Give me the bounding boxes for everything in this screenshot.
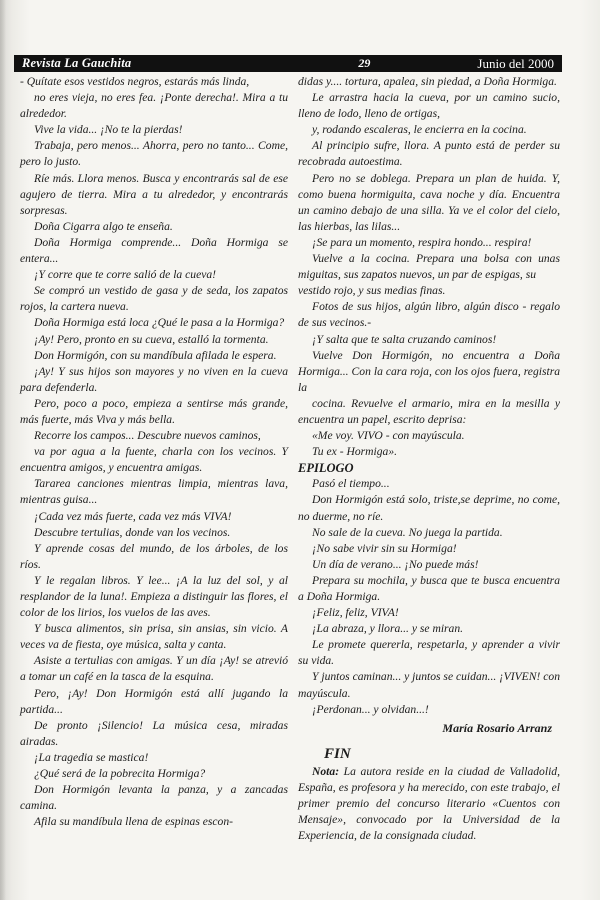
paragraph: no eres vieja, no eres fea. ¡Ponte derecha!. Mira a tu alrededor.	[20, 91, 288, 121]
issue-date: Junio del 2000	[477, 55, 554, 71]
paragraph: Asiste a tertulias con amigas. Y un día ¡Ay! se atrevió a tomar un café en la tasca de la esquina.	[20, 654, 288, 684]
paragraph: Vuelve a la cocina. Prepara una bolsa con unas miguitas, sus zapatos nuevos, un par de espigas, su	[298, 252, 560, 282]
paragraph: Doña Hormiga está loca ¿Qué le pasa a la Hormiga?	[34, 316, 285, 330]
paragraph: ¿Qué será de la pobrecita Hormiga?	[34, 767, 206, 781]
paragraph: Un día de verano... ¡No puede más!	[312, 557, 479, 571]
paragraph: y, rodando escaleras, le encierra en la cocina.	[312, 123, 527, 137]
page-fold-shadow	[0, 0, 6, 900]
paragraph: Y busca alimentos, sin prisa, sin ansias, sin vicio. A veces va de fiesta, oye música, salta y canta.	[20, 622, 288, 652]
paragraph: Al principio sufre, llora. A punto está de perder su recobrada autoestima.	[298, 139, 560, 169]
page-number: 29	[358, 56, 371, 70]
paragraph: didas y.... tortura, apalea, sin piedad, a Doña Hormiga.	[298, 75, 557, 88]
paragraph: Pero, poco a poco, empieza a sentirse más grande, más fuerte, más Viva y más bella.	[20, 396, 288, 426]
paragraph: Le promete quererla, respetarla, y aprender a vivir su vida.	[298, 638, 560, 668]
paragraph: Vive la vida... ¡No te la pierdas!	[34, 123, 183, 137]
paragraph: Doña Hormiga comprende... Doña Hormiga se entera...	[20, 235, 288, 266]
note-label: Nota:	[312, 764, 340, 778]
paragraph: ¡La tragedia se mastica!	[34, 750, 149, 764]
paragraph: - Quítate esos vestidos negros, estarás más linda,	[20, 75, 250, 88]
paragraph: cocina. Revuelve el armario, mira en la mesilla y encuentra un papel, escrito deprisa:	[298, 396, 560, 426]
paragraph: ¡La abraza, y llora... y se miran.	[312, 622, 464, 636]
paragraph: Doña Cigarra algo te enseña.	[34, 219, 173, 233]
paragraph: ¡Cada vez más fuerte, cada vez más VIVA!	[34, 509, 232, 523]
paragraph: Recorre los campos... Descubre nuevos caminos,	[34, 429, 261, 443]
paragraph: Le arrastra hacia la cueva, por un camino sucio, lleno de lodo, lleno de ortigas,	[298, 91, 560, 121]
paragraph: ¡Feliz, feliz, VIVA!	[312, 606, 399, 620]
paragraph: Afila su mandíbula llena de espinas escon-	[34, 815, 234, 829]
author-note	[298, 764, 560, 844]
paragraph: Don Hormigón está solo, triste,se deprime, no come, no duerme, no ríe.	[298, 493, 560, 523]
paragraph: Don Hormigón, con su mandíbula afilada le espera.	[34, 348, 277, 362]
paragraph: ¡Perdonan... y olvidan...!	[312, 702, 429, 716]
magazine-title: Revista La Gauchita	[22, 56, 132, 70]
paragraph: va por agua a la fuente, charla con los vecinos. Y encuentra amigos, y encuentra amigas.	[20, 445, 288, 475]
author-signature: María Rosario Arranz	[442, 720, 552, 735]
paragraph: De pronto ¡Silencio! La música cesa, miradas airadas.	[20, 718, 288, 748]
paragraph: Tararea canciones mientras limpia, mientras lava, mientras guisa...	[20, 477, 288, 507]
paragraph: Ríe más. Llora menos. Busca y encontrarás sal de ese agujero de tierra. Mira a tu alrededor, y encontrarás sorpresas.	[20, 171, 288, 217]
paragraph: Se compró un vestido de gasa y de seda, los zapatos rojos, la cartera nueva.	[20, 284, 288, 314]
paragraph: Prepara su mochila, y busca que te busca encuentra a Doña Hormiga.	[298, 573, 560, 603]
paragraph: No sale de la cueva. No juega la partida.	[312, 525, 503, 539]
paragraph: Pasó el tiempo...	[312, 477, 390, 491]
paragraph: Y le regalan libros. Y lee... ¡A la luz del sol, y al resplandor de la luna!. Empieza a distinguir las flores, el color de los lirios, los vuelos de las aves.	[20, 573, 288, 620]
paragraph: Descubre tertulias, donde van los vecinos.	[34, 525, 231, 539]
paragraph: Vuelve Don Hormigón, no encuentra a Doña Hormiga... Con la cara roja, con los ojos fuera, registra la	[298, 348, 560, 394]
paragraph: Y aprende cosas del mundo, de los árboles, de los ríos.	[20, 541, 288, 571]
paragraph: Pero, ¡Ay! Don Hormigón está allí jugando la partida...	[20, 686, 288, 716]
paragraph: vestido rojo, y sus medias finas.	[298, 284, 446, 298]
right-column	[298, 74, 560, 844]
paragraph: ¡Y salta que te salta cruzando caminos!	[312, 332, 497, 346]
paragraph: ¡Se para un momento, respira hondo... respira!	[312, 235, 532, 249]
epilogue-heading: EPILOGO	[298, 461, 354, 476]
page-header	[14, 55, 562, 72]
paragraph: Trabaja, pero menos... Ahorra, pero no tanto... Come, pero lo justo.	[20, 139, 288, 169]
paragraph: Pero no se doblega. Prepara un plan de huida. Y, como buena hormiguita, cava noche y día. Encuentra un camino debajo de una silla. Ya ve el color del cielo, las hierbas, las lilas...	[298, 171, 560, 233]
paragraph: Tu ex - Hormiga».	[312, 445, 398, 459]
paragraph: ¡Ay! Pero, pronto en su cueva, estalló la tormenta.	[34, 332, 269, 346]
left-column	[20, 74, 288, 830]
note-text: La autora reside en la ciudad de Valladolid, España, es profesora y ha merecido, con este trabajo, el primer premio del concurso literario «Cuentos con Mensaje», convocado por la Universidad de la Experiencia, de la consignada ciudad.	[298, 764, 560, 843]
paragraph: ¡No sabe vivir sin su Hormiga!	[312, 541, 457, 555]
paragraph: ¡Y corre que te corre salió de la cueva!	[34, 268, 217, 282]
paragraph: Fotos de sus hijos, algún libro, algún disco - regalo de sus vecinos.-	[298, 300, 560, 330]
fin-label: FIN	[324, 745, 351, 762]
paragraph: Don Hormigón levanta la panza, y a zancadas camina.	[20, 783, 288, 813]
paragraph: Y juntos caminan... y juntos se cuidan... ¡VIVEN! con mayúscula.	[298, 670, 560, 700]
paragraph: ¡Ay! Y sus hijos son mayores y no viven en la cueva para defenderla.	[20, 364, 288, 394]
paragraph: «Me voy. VIVO - con mayúscula.	[312, 429, 465, 443]
